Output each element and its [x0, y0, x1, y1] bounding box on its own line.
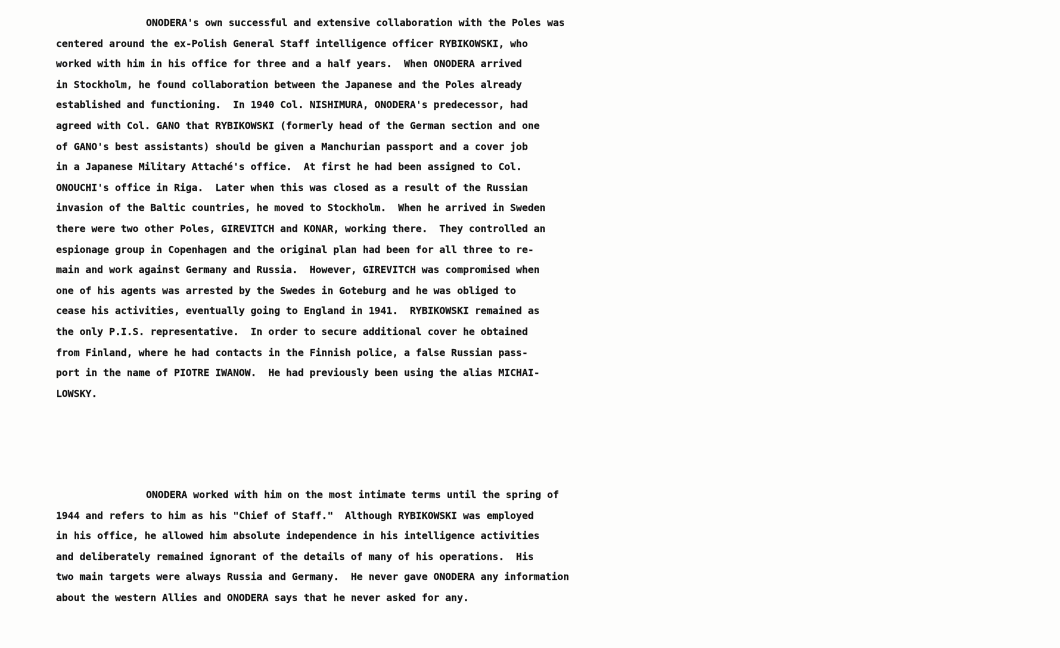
- text-line: centered around the ex-Polish General Staff intelligence officer RYBIKOWSKI, who: [56, 38, 528, 50]
- text-line: cease his activities, eventually going to England in 1941. RYBIKOWSKI remained as: [56, 306, 540, 318]
- paragraph-1: [0, 14, 1060, 405]
- text-line: about the western Allies and ONODERA says that he never asked for any.: [56, 592, 469, 604]
- text-line: in his office, he allowed him absolute independence in his intelligence activities: [56, 531, 540, 543]
- text-line: main and work against Germany and Russia. However, GIREVITCH was compromised when: [56, 265, 540, 277]
- text-line: of GANO's best assistants) should be given a Manchurian passport and a cover job: [56, 141, 528, 153]
- text-line: one of his agents was arrested by the Swedes in Goteburg and he was obliged to: [56, 285, 517, 297]
- text-line: in Stockholm, he found collaboration between the Japanese and the Poles already: [56, 79, 522, 91]
- text-line: 1944 and refers to him as his "Chief of Staff." Although RYBIKOWSKI was employed: [56, 510, 534, 522]
- text-line: port in the name of PIOTRE IWANOW. He had previously been using the alias MICHAI-: [56, 368, 540, 380]
- text-line: two main targets were always Russia and Germany. He never gave ONODERA any information: [56, 572, 570, 584]
- text-line: from Finland, where he had contacts in the Finnish police, a false Russian pass-: [56, 347, 528, 359]
- text-line: the only P.I.S. representative. In order to secure additional cover he obtained: [56, 326, 528, 338]
- text-line: established and functioning. In 1940 Col. NISHIMURA, ONODERA's predecessor, had: [56, 100, 528, 112]
- text-line: espionage group in Copenhagen and the original plan had been for all three to re-: [56, 244, 534, 256]
- text-line: ONODERA's own successful and extensive collaboration with the Poles was: [146, 18, 565, 29]
- text-line: worked with him in his office for three and a half years. When ONODERA arrived: [56, 59, 522, 71]
- text-line: ONODERA worked with him on the most intimate terms until the spring of: [146, 490, 559, 501]
- text-line: and deliberately remained ignorant of the details of many of his operations. His: [56, 551, 534, 563]
- paragraph-2: [0, 486, 1060, 610]
- text-line: agreed with Col. GANO that RYBIKOWSKI (formerly head of the German section and one: [56, 120, 540, 132]
- text-line: invasion of the Baltic countries, he moved to Stockholm. When he arrived in Sweden: [56, 203, 546, 215]
- text-line: LOWSKY.: [56, 388, 98, 400]
- text-line: in a Japanese Military Attaché's office. At first he had been assigned to Col.: [56, 162, 522, 174]
- text-line: there were two other Poles, GIREVITCH and KONAR, working there. They controlled an: [56, 223, 546, 235]
- text-line: ONOUCHI's office in Riga. Later when this was closed as a result of the Russian: [56, 182, 528, 194]
